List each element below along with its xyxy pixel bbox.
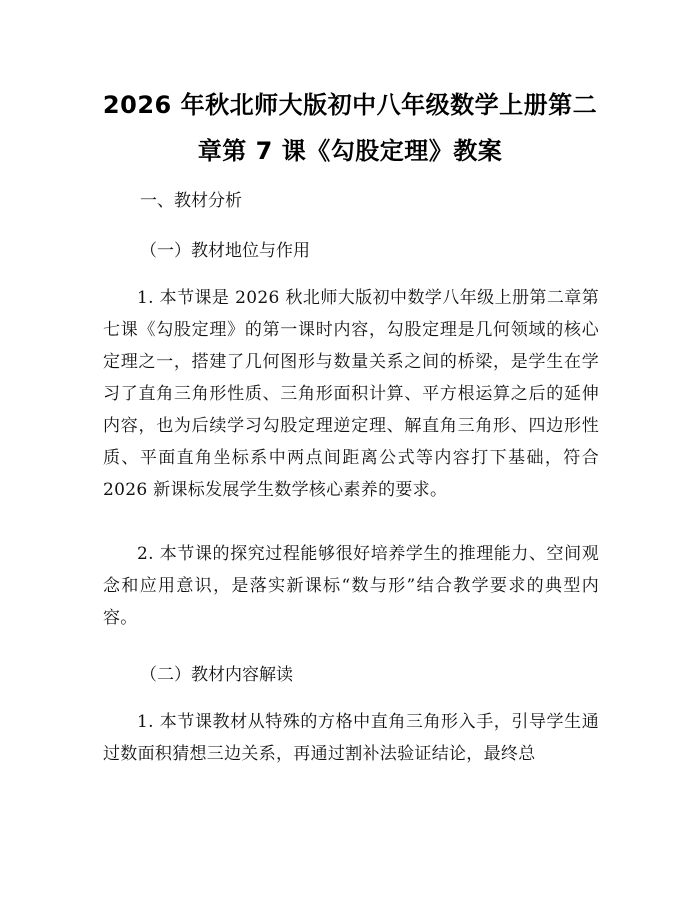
- subsection-heading-content-interpretation: （二）教材内容解读: [140, 665, 293, 685]
- paragraph-status-and-role-1: 1. 本节课是 2026 秋北师大版初中数学八年级上册第二章第七课《勾股定理》的第一课时内容，勾股定理是几何领域的核心定理之一，搭建了几何图形与数量关系之间的桥梁，是学生在学习了直角三角形性质、三角形面积计算、平方根运算之后的延伸内容，也为后续学习勾股定理逆定理、解直角三角形、四边形性质、平面直角坐标系中两点间距离公式等内容打下基础，符合 2026 新课标发展学生数学核心素养的要求。: [103, 288, 599, 500]
- document-title: 2026 年秋北师大版初中八年级数学上册第二章第 7 课《勾股定理》教案: [102, 91, 598, 165]
- section-heading-textbook-analysis: 一、教材分析: [140, 191, 242, 211]
- paragraph-content-interpretation-1: 1. 本节课教材从特殊的方格中直角三角形入手，引导学生通过数面积猜想三边关系，再通过割补法验证结论，最终总: [103, 712, 599, 764]
- subsection-heading-status-and-role: （一）教材地位与作用: [140, 241, 310, 261]
- paragraph-status-and-role-2: 2. 本节课的探究过程能够很好培养学生的推理能力、空间观念和应用意识，是落实新课标“数与形”结合教学要求的典型内容。: [103, 544, 599, 628]
